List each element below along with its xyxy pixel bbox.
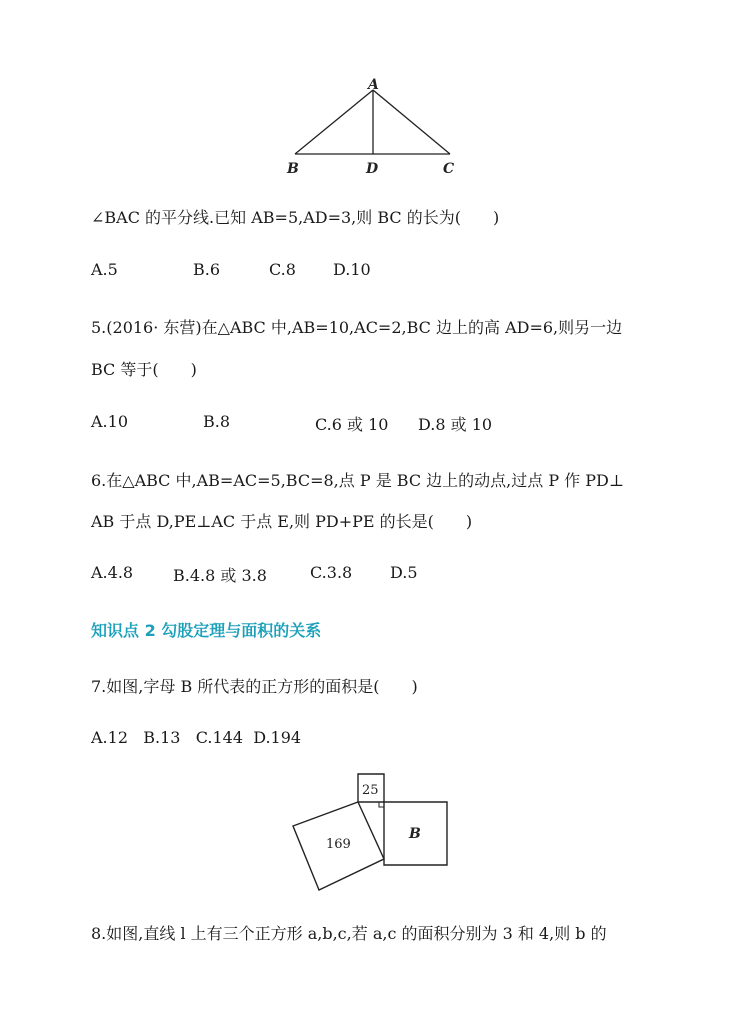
label-d: D xyxy=(366,161,379,177)
q5-option-d[interactable]: D.8 或 10 xyxy=(418,415,493,434)
q4-option-a[interactable]: A.5 xyxy=(91,260,118,279)
section-heading: 知识点 2 勾股定理与面积的关系 xyxy=(91,621,322,640)
q4-text: ∠BAC 的平分线.已知 AB=5,AD=3,则 BC 的长为( ) xyxy=(91,208,500,227)
side-ab xyxy=(295,90,373,154)
q8-line1: 8.如图,直线 l 上有三个正方形 a,b,c,若 a,c 的面积分别为 3 和 4,则 b 的 xyxy=(91,924,607,943)
q6-line1: 6.在△ABC 中,AB=AC=5,BC=8,点 P 是 BC 边上的动点,过点 P 作 PD⊥ xyxy=(91,471,624,490)
triangle-figure xyxy=(280,76,470,180)
q6-line2: AB 于点 D,PE⊥AC 于点 E,则 PD+PE 的长是( ) xyxy=(91,512,473,531)
q6-option-d[interactable]: D.5 xyxy=(390,563,418,582)
q4-option-b[interactable]: B.6 xyxy=(193,260,221,279)
q4-option-d[interactable]: D.10 xyxy=(333,260,371,279)
q6-option-a[interactable]: A.4.8 xyxy=(91,563,134,582)
label-a: A xyxy=(368,77,379,93)
label-169: 169 xyxy=(326,837,351,852)
q5-line2: BC 等于( ) xyxy=(91,360,197,379)
squares-figure xyxy=(285,768,457,896)
label-25: 25 xyxy=(362,783,379,798)
q6-option-c[interactable]: C.3.8 xyxy=(310,563,353,582)
q5-option-b[interactable]: B.8 xyxy=(203,412,231,431)
q7-text: 7.如图,字母 B 所代表的正方形的面积是( ) xyxy=(91,677,418,696)
q5-option-a[interactable]: A.10 xyxy=(91,412,128,431)
label-b-square: B xyxy=(409,826,421,842)
right-angle-mark xyxy=(379,802,384,807)
side-ac xyxy=(373,90,450,154)
q5-option-c[interactable]: C.6 或 10 xyxy=(315,415,389,434)
q7-options: A.12 B.13 C.144 D.194 xyxy=(91,728,302,747)
q6-option-b[interactable]: B.4.8 或 3.8 xyxy=(173,566,267,585)
label-c: C xyxy=(443,161,455,177)
q5-line1: 5.(2016· 东营)在△ABC 中,AB=10,AC=2,BC 边上的高 AD=6,则另一边 xyxy=(91,318,623,337)
q4-option-c[interactable]: C.8 xyxy=(269,260,296,279)
label-b: B xyxy=(287,161,299,177)
